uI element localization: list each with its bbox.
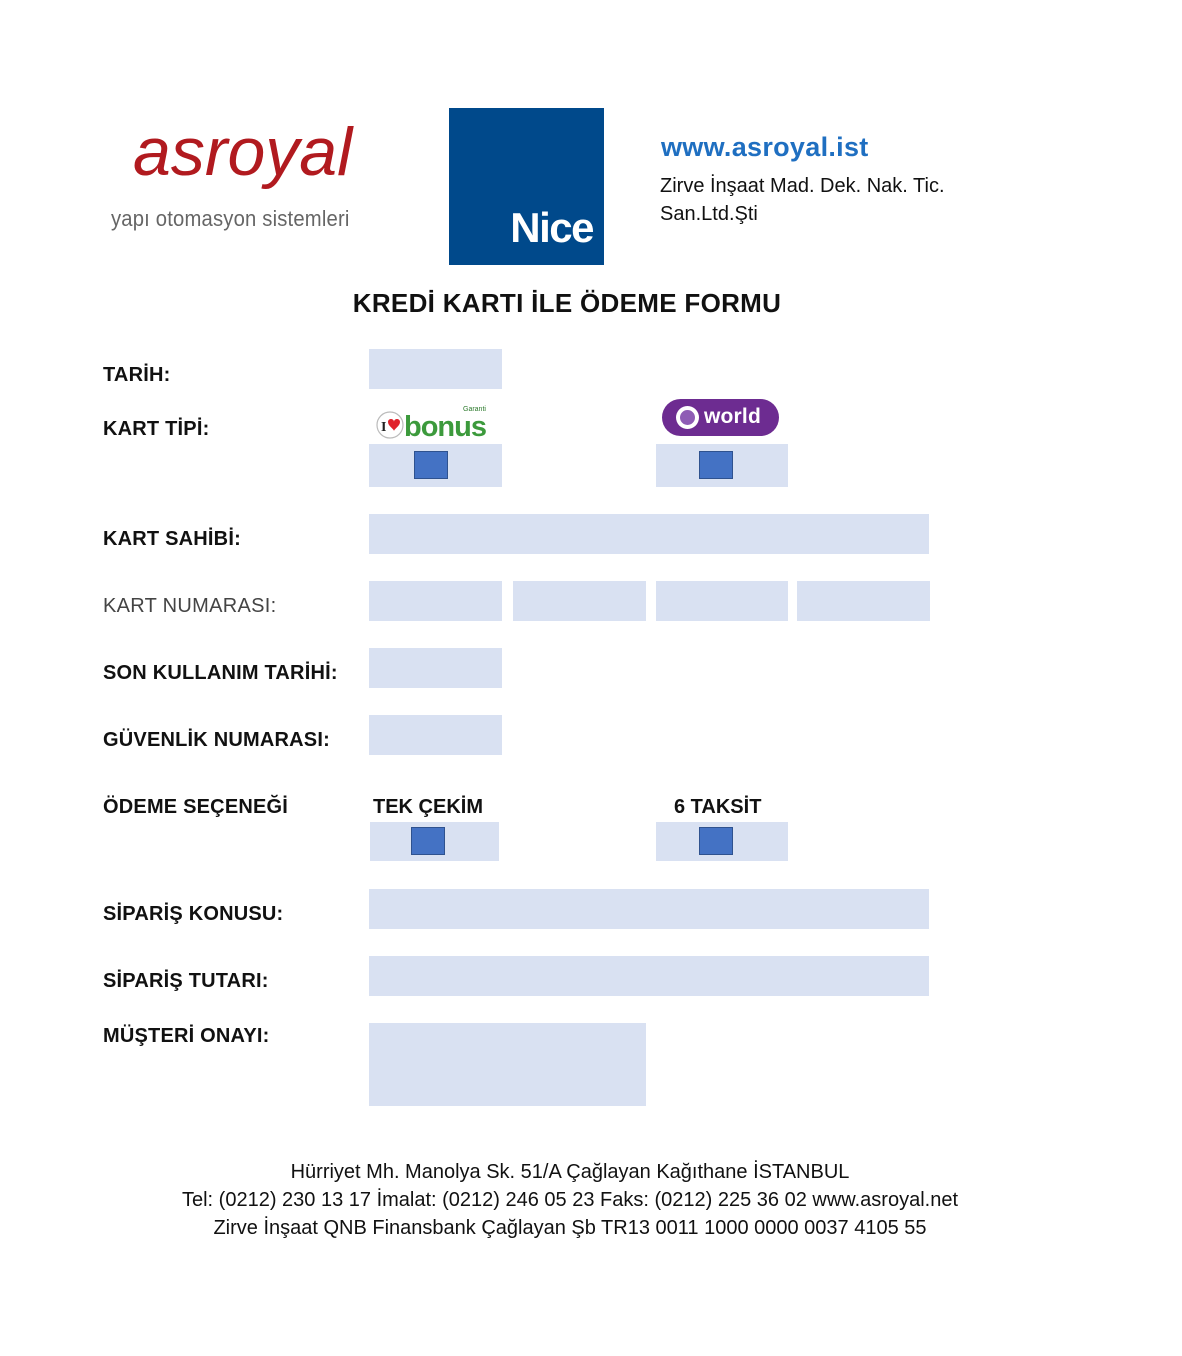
order-amount-field[interactable] bbox=[369, 956, 929, 996]
card-type-label: KART TİPİ: bbox=[103, 418, 210, 440]
installment-label: 6 TAKSİT bbox=[674, 796, 762, 818]
security-label: GÜVENLİK NUMARASI: bbox=[103, 729, 330, 751]
card-number-field-2[interactable] bbox=[513, 581, 646, 621]
installment-checkbox[interactable] bbox=[699, 827, 733, 855]
card-holder-label: KART SAHİBİ: bbox=[103, 528, 241, 550]
single-payment-label: TEK ÇEKİM bbox=[373, 796, 483, 818]
company-line-2: San.Ltd.Şti bbox=[660, 203, 758, 225]
card-holder-field[interactable] bbox=[369, 514, 929, 554]
card-number-field-3[interactable] bbox=[656, 581, 788, 621]
payment-option-label: ÖDEME SEÇENEĞİ bbox=[103, 796, 289, 818]
bonus-card-logo bbox=[375, 402, 495, 442]
bonus-checkbox[interactable] bbox=[414, 451, 448, 479]
footer-contact: Tel: (0212) 230 13 17 İmalat: (0212) 246 05 23 Faks: (0212) 225 36 02 www.asroyal.net bbox=[181, 1189, 959, 1211]
form-title: KREDİ KARTI İLE ÖDEME FORMU bbox=[352, 288, 782, 318]
expiry-label: SON KULLANIM TARİHİ: bbox=[103, 662, 338, 684]
order-amount-label: SİPARİŞ TUTARI: bbox=[103, 970, 269, 992]
nice-logo bbox=[449, 108, 604, 265]
customer-approval-label: MÜŞTERİ ONAYI: bbox=[103, 1025, 270, 1047]
brand-logo-text: asroyal bbox=[133, 114, 353, 190]
bonus-checkbox-cell bbox=[369, 444, 502, 487]
svg-text:I: I bbox=[381, 420, 387, 435]
world-checkbox-cell bbox=[656, 444, 788, 487]
footer-address: Hürriyet Mh. Manolya Sk. 51/A Çağlayan Kağıthane İSTANBUL bbox=[290, 1161, 850, 1183]
order-subject-field[interactable] bbox=[369, 889, 929, 929]
card-number-field-1[interactable] bbox=[369, 581, 502, 621]
world-wordmark: world bbox=[704, 405, 761, 428]
card-number-field-4[interactable] bbox=[797, 581, 930, 621]
company-line-1: Zirve İnşaat Mad. Dek. Nak. Tic. bbox=[660, 175, 945, 197]
security-field[interactable] bbox=[369, 715, 502, 755]
card-number-label: KART NUMARASI: bbox=[103, 595, 277, 617]
order-subject-label: SİPARİŞ KONUSU: bbox=[103, 903, 284, 925]
date-field[interactable] bbox=[369, 349, 502, 389]
world-card-logo bbox=[662, 399, 779, 436]
bonus-wordmark: bonus bbox=[404, 411, 486, 442]
company-name bbox=[660, 172, 1020, 228]
website-link[interactable]: www.asroyal.ist bbox=[661, 132, 869, 162]
single-payment-cell bbox=[370, 822, 499, 861]
footer-bank: Zirve İnşaat QNB Finansbank Çağlayan Şb TR13 0011 1000 0000 0037 4105 55 bbox=[213, 1217, 927, 1239]
world-checkbox[interactable] bbox=[699, 451, 733, 479]
world-globe-icon bbox=[676, 406, 699, 429]
expiry-field[interactable] bbox=[369, 648, 502, 688]
customer-approval-field[interactable] bbox=[369, 1023, 646, 1106]
single-payment-checkbox[interactable] bbox=[411, 827, 445, 855]
brand-tagline: yapı otomasyon sistemleri bbox=[111, 206, 350, 231]
installment-cell bbox=[656, 822, 788, 861]
date-label: TARİH: bbox=[103, 364, 171, 386]
garanti-wordmark: Garanti bbox=[463, 406, 486, 413]
nice-logo-text: Nice bbox=[510, 204, 593, 251]
